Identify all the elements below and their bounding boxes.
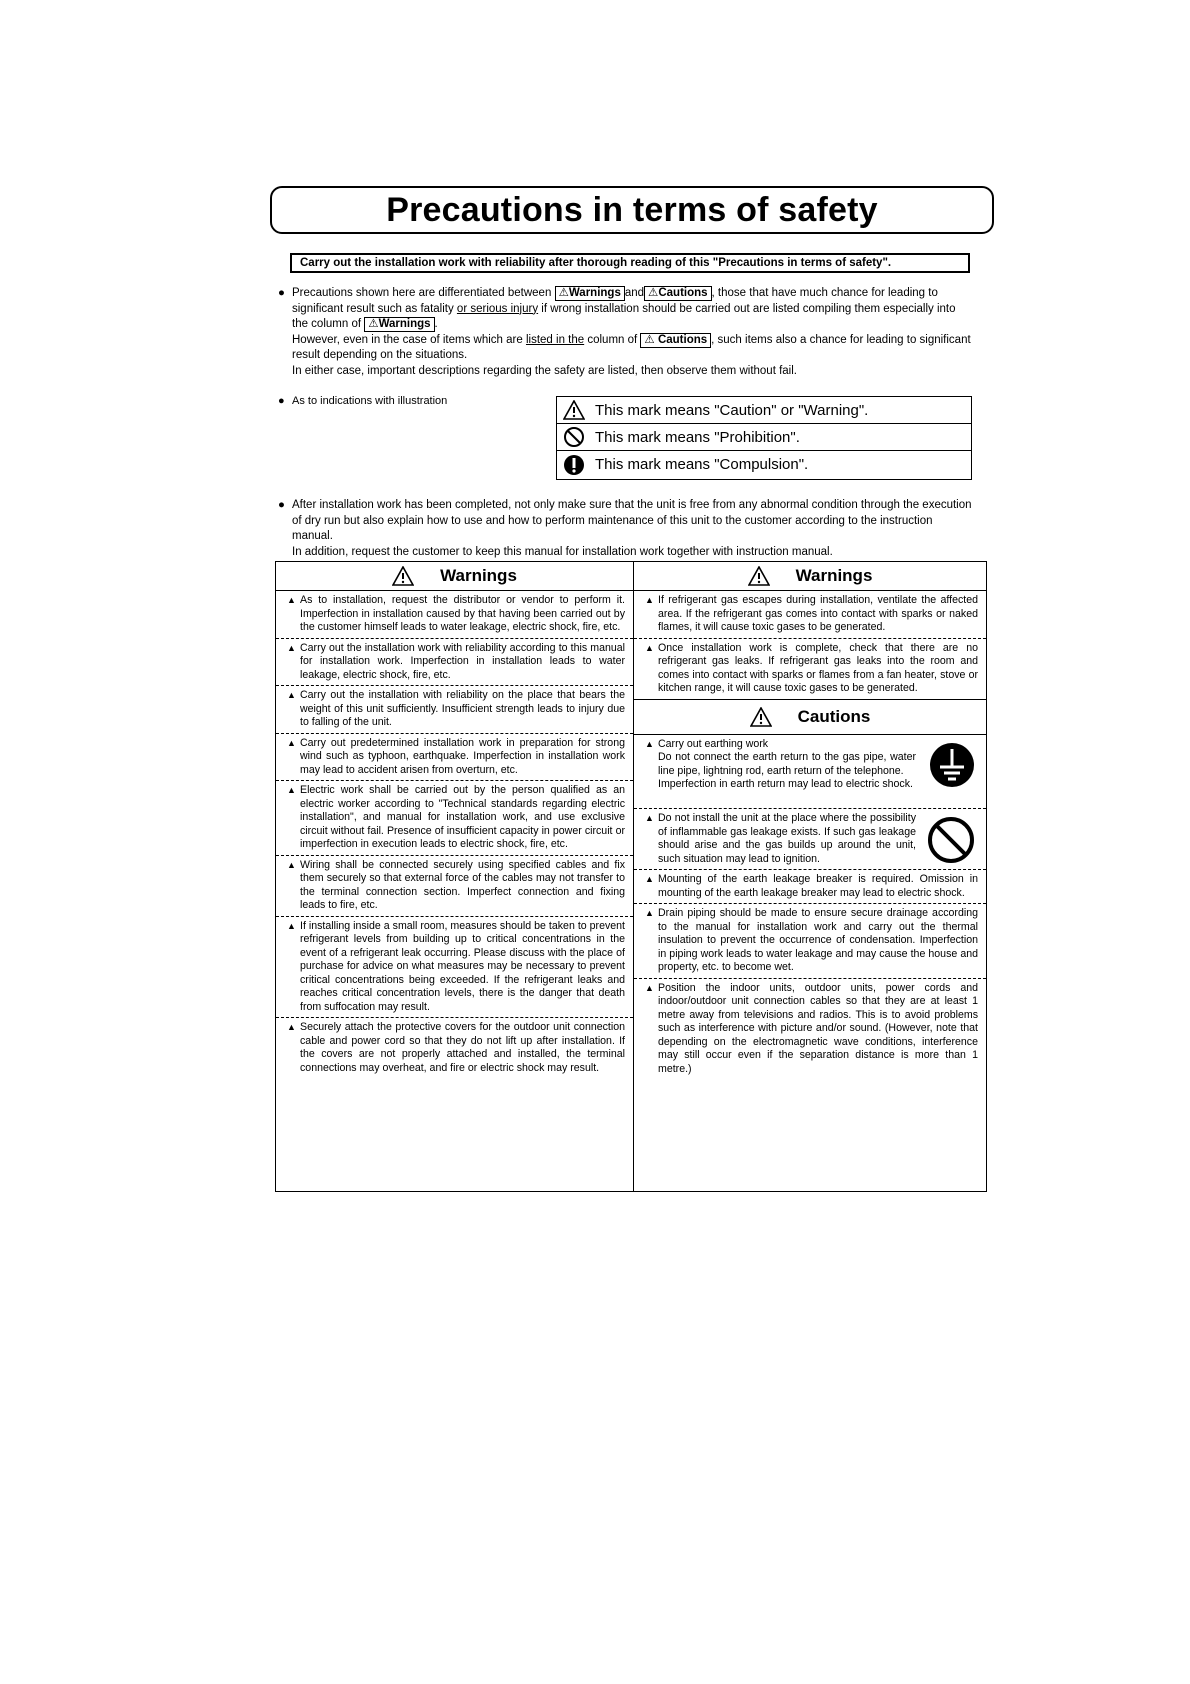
caution-item-text: Position the indoor units, outdoor units, power cords and indoor/outdoor unit connection cables so that they are at least 1 metre away from televisions and radios. This is to avoid problems such as interference with picture and/or sound. (However, note that depending on the electromagnetic wave conditions, interference may still occur even if the separation distance is more than 1 metre.) (658, 981, 978, 1075)
warning-item-text: Once installation work is complete, check that there are no refrigerant gas leaks. If refrigerant gas leaks into the room and comes into contact with sparks or flames from a fan heater, stove or kitchen range, it will cause toxic gases to be generated. (658, 641, 978, 694)
warnings-tag-label: Warnings (568, 287, 621, 299)
warning-item-text: If refrigerant gas escapes during installation, ventilate the affected area. If the refrigerant gas comes into contact with sparks or naked flames, it will cause toxic gases to be generated. (658, 594, 978, 633)
warning-item (276, 856, 633, 917)
warning-item (276, 1018, 633, 1078)
para1-text-g: However, even in the case of items which are (292, 333, 523, 346)
indications-label: As to indications with illustration (292, 395, 448, 407)
triangle-bullet-icon: ▲ (287, 737, 296, 748)
indications-table (556, 396, 972, 480)
indication-compulsion-text: This mark means "Compulsion". (595, 456, 809, 473)
caution-item-text: Drain piping should be made to ensure secure drainage according to the manual for installation work and carry out the thermal insulation to prevent the occurrence of condensation. Imperfection in piping work leads to water leakage and may cause the house and property, etc. to become wet. (658, 907, 978, 973)
indications-label-wrap (278, 395, 448, 407)
triangle-bullet-icon: ▲ (287, 642, 296, 653)
right-column (634, 562, 986, 1191)
para1-text-d: or serious injury (456, 302, 539, 315)
warning-item (276, 734, 633, 782)
indication-row-caution (557, 397, 971, 424)
page-title: Precautions in terms of safety (386, 190, 878, 229)
para1-text-f: . (434, 318, 438, 331)
caution-item (634, 979, 986, 1080)
para2-text-a: After installation work has been completed, not only make sure that the unit is free from any abnormal condition through the execution of dry run but also explain how to use and how to perform maintenance of this unit to the customer according to the instruction manual. (292, 499, 972, 543)
warning-item (276, 781, 633, 856)
para1-text-b: and (624, 287, 645, 299)
warning-item (634, 639, 986, 699)
warning-item-text: Electric work shall be carried out by the person qualified as an electric worker according to "Technical standards regarding electric installation", and manual for installation work, and use exclusive circuit without fail. Presence of insufficient capacity in power circuit or imperfection in execution leads to electric shock, fire, etc. (300, 784, 625, 850)
caution-triangle-icon (392, 566, 414, 586)
safety-table (275, 561, 987, 1192)
triangle-bullet-icon: ▲ (287, 859, 296, 870)
triangle-bullet-icon: ▲ (287, 920, 296, 931)
para1-text-i: column of (587, 333, 638, 346)
triangle-bullet-icon: ▲ (645, 642, 654, 653)
compulsion-icon (563, 454, 585, 476)
para1-text-j: , such items also a chance for leading to significant result depending on the situations. (292, 333, 971, 362)
caution-item-text: Carry out earthing work Do not connect the earth return to the gas pipe, water line pipe, lightning rod, earth return of the telephone. Imperfection in earth return may lead to electric shock. (658, 737, 916, 790)
warning-item-text: Securely attach the protective covers for the outdoor unit connection cable and power cord so that they do not lift up after installation. If the covers are not properly attached and installed, the terminal connections may overheat, and fire or electric shock may result. (300, 1021, 625, 1074)
warning-item-text: As to installation, request the distributor or vendor to perform it. Imperfection in installation caused by that having been carried out by the customer himself leads to water leakage, electric shock, fire, etc. (300, 594, 625, 633)
caution-item (634, 904, 986, 979)
triangle-bullet-icon: ▲ (287, 1022, 296, 1032)
indication-prohibition-text: This mark means "Prohibition". (595, 428, 800, 446)
warning-item (276, 591, 633, 639)
cautions-tag-label: Cautions (658, 287, 708, 299)
triangle-bullet-icon: ▲ (287, 595, 296, 605)
precautions-paragraph (278, 286, 972, 380)
title-frame (270, 186, 994, 234)
warnings-tag-2-label: Warnings (378, 318, 431, 331)
right-warnings-header (634, 562, 986, 591)
caution-triangle-icon (748, 566, 770, 586)
left-warnings-header (276, 562, 633, 591)
para2-text-b: In addition, request the customer to keep this manual for installation work together with instruction manual. (292, 545, 833, 558)
right-warnings-title: Warnings (795, 566, 873, 585)
cautions-tag-2: ⚠ Cautions (640, 333, 711, 348)
warning-item-text: Carry out predetermined installation work in preparation for strong wind such as typhoon, earthquake. Imperfection in installation work may lead to accident arisen from overturn, etc. (300, 736, 625, 776)
para1-text-e: if wrong installation should be carried out are listed compiling them especially into the column of (292, 302, 956, 331)
left-warnings-title: Warnings (440, 566, 517, 585)
prohibition-icon (926, 815, 976, 865)
bullet-icon: ● (278, 499, 285, 511)
indication-row-prohibition (557, 424, 971, 451)
warning-item (276, 686, 633, 734)
triangle-bullet-icon: ▲ (645, 813, 654, 823)
bullet-icon: ● (278, 395, 285, 407)
triangle-bullet-icon: ▲ (645, 595, 654, 605)
triangle-bullet-icon: ▲ (645, 738, 654, 749)
caution-item (634, 735, 986, 810)
prohibition-icon (563, 426, 585, 448)
warning-item-text: Wiring shall be connected securely using specified cables and fix them securely so that external force of the cables may not transfer to the terminal connection section. Imperfect connection and fixing leads to fire, etc. (300, 858, 625, 911)
warning-item (276, 917, 633, 1019)
warning-item-text: Carry out the installation with reliability on the place that bears the weight of this unit sufficiently. Insufficient strength leads to injury due to falling of the unit. (300, 689, 625, 728)
cautions-header (634, 699, 986, 735)
caution-triangle-icon (750, 707, 772, 727)
earth-ground-icon (928, 741, 976, 789)
indication-caution-text: This mark means "Caution" or "Warning". (595, 401, 869, 419)
triangle-bullet-icon: ▲ (645, 874, 654, 884)
triangle-bullet-icon: ▲ (645, 908, 654, 918)
para1-text-k: In either case, important descriptions regarding the safety are listed, then observe them without fail. (292, 364, 797, 377)
caution-item-text: Do not install the unit at the place where the possibility of inflammable gas leakage exists. If such gas leakage should arise and the gas builds up around the unit, such situation may lead to ignition. (658, 812, 916, 865)
bullet-icon: ● (278, 287, 285, 299)
warning-item-text: If installing inside a small room, measures should be taken to prevent refrigerant levels from building up to critical concentrations in the event of a refrigerant leak occurring. Please discuss with the place of purchase for advice on what measures may be necessary to prevent critical concentrations being exceeded. If the refrigerant leaks and reaches critical concentration levels, there is the danger that death from suffocation may result. (300, 919, 625, 1013)
caution-item (634, 870, 986, 904)
para1-text-a: Precautions shown here are differentiated between (292, 287, 552, 299)
para1-text-h: listed in the (525, 333, 585, 346)
cautions-title: Cautions (797, 706, 871, 726)
warning-item (634, 591, 986, 639)
cautions-tag: ⚠Cautions (644, 286, 712, 301)
warning-item-text: Carry out the installation work with reliability according to this manual for installation work. Imperfection in installation leads to water leakage, electric shock, fire, etc. (300, 641, 625, 681)
triangle-bullet-icon: ▲ (287, 785, 296, 795)
warnings-tag: ⚠Warnings (555, 286, 625, 301)
para1-text-c: , those that have much chance for leading to significant result such as fatality (292, 287, 938, 315)
after-installation-paragraph (278, 498, 972, 560)
indication-row-compulsion (557, 451, 971, 478)
warning-item (276, 639, 633, 687)
triangle-bullet-icon: ▲ (645, 982, 654, 993)
warnings-tag-2: ⚠Warnings (364, 317, 434, 332)
left-column (276, 562, 634, 1191)
triangle-bullet-icon: ▲ (287, 690, 296, 700)
caution-triangle-icon (563, 400, 585, 420)
caution-item-text: Mounting of the earth leakage breaker is required. Omission in mounting of the earth leakage breaker may lead to electric shock. (658, 873, 978, 899)
caution-item (634, 809, 986, 870)
lead-instruction: Carry out the installation work with reliability after thorough reading of this "Precautions in terms of safety". (290, 253, 970, 273)
cautions-tag-2-label: Cautions (657, 333, 708, 346)
